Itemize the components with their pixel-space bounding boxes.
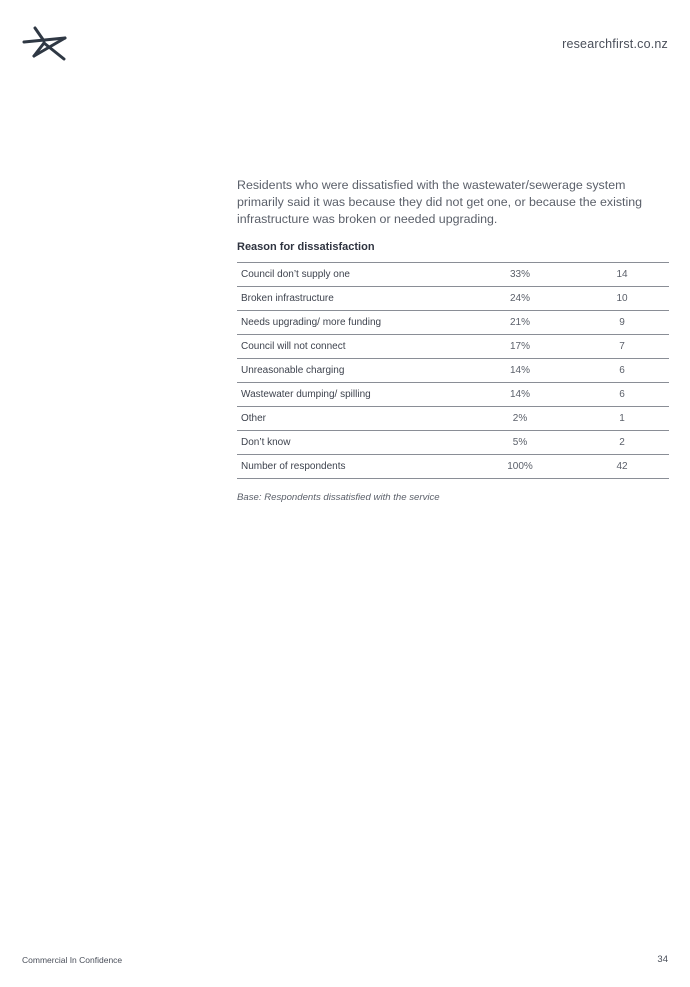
row-percent: 17% (465, 335, 575, 359)
row-label: Council don’t supply one (237, 263, 465, 287)
row-count: 9 (575, 311, 669, 335)
row-percent: 33% (465, 263, 575, 287)
row-percent: 5% (465, 431, 575, 455)
row-label: Council will not connect (237, 335, 465, 359)
star-logo-icon (20, 24, 68, 64)
row-count: 6 (575, 383, 669, 407)
row-count: 6 (575, 359, 669, 383)
dissatisfaction-table (237, 262, 669, 479)
row-count: 42 (575, 455, 669, 479)
table-row (237, 335, 669, 359)
row-label: Other (237, 407, 465, 431)
base-note: Base: Respondents dissatisfied with the service (237, 492, 440, 503)
row-percent: 100% (465, 455, 575, 479)
row-label: Wastewater dumping/ spilling (237, 383, 465, 407)
row-label: Number of respondents (237, 455, 465, 479)
row-count: 1 (575, 407, 669, 431)
row-count: 7 (575, 335, 669, 359)
footer-confidentiality: Commercial In Confidence (22, 955, 123, 965)
page-number: 34 (657, 954, 668, 965)
row-percent: 2% (465, 407, 575, 431)
intro-paragraph: Residents who were dissatisfied with the wastewater/sewerage system primarily said it was because they did not get one, or because the existing infrastructure was broken or needed upgrading. (237, 178, 642, 226)
table-row (237, 383, 669, 407)
row-percent: 21% (465, 311, 575, 335)
row-percent: 24% (465, 287, 575, 311)
table-row (237, 359, 669, 383)
row-percent: 14% (465, 359, 575, 383)
table-row (237, 287, 669, 311)
row-count: 2 (575, 431, 669, 455)
row-label: Needs upgrading/ more funding (237, 311, 465, 335)
table-row (237, 455, 669, 479)
table-title: Reason for dissatisfaction (237, 241, 375, 253)
row-label: Don’t know (237, 431, 465, 455)
table-row (237, 311, 669, 335)
row-label: Unreasonable charging (237, 359, 465, 383)
table-row (237, 263, 669, 287)
table-row (237, 431, 669, 455)
row-count: 14 (575, 263, 669, 287)
site-url[interactable]: researchfirst.co.nz (562, 37, 668, 51)
row-count: 10 (575, 287, 669, 311)
row-label: Broken infrastructure (237, 287, 465, 311)
table-row (237, 407, 669, 431)
row-percent: 14% (465, 383, 575, 407)
